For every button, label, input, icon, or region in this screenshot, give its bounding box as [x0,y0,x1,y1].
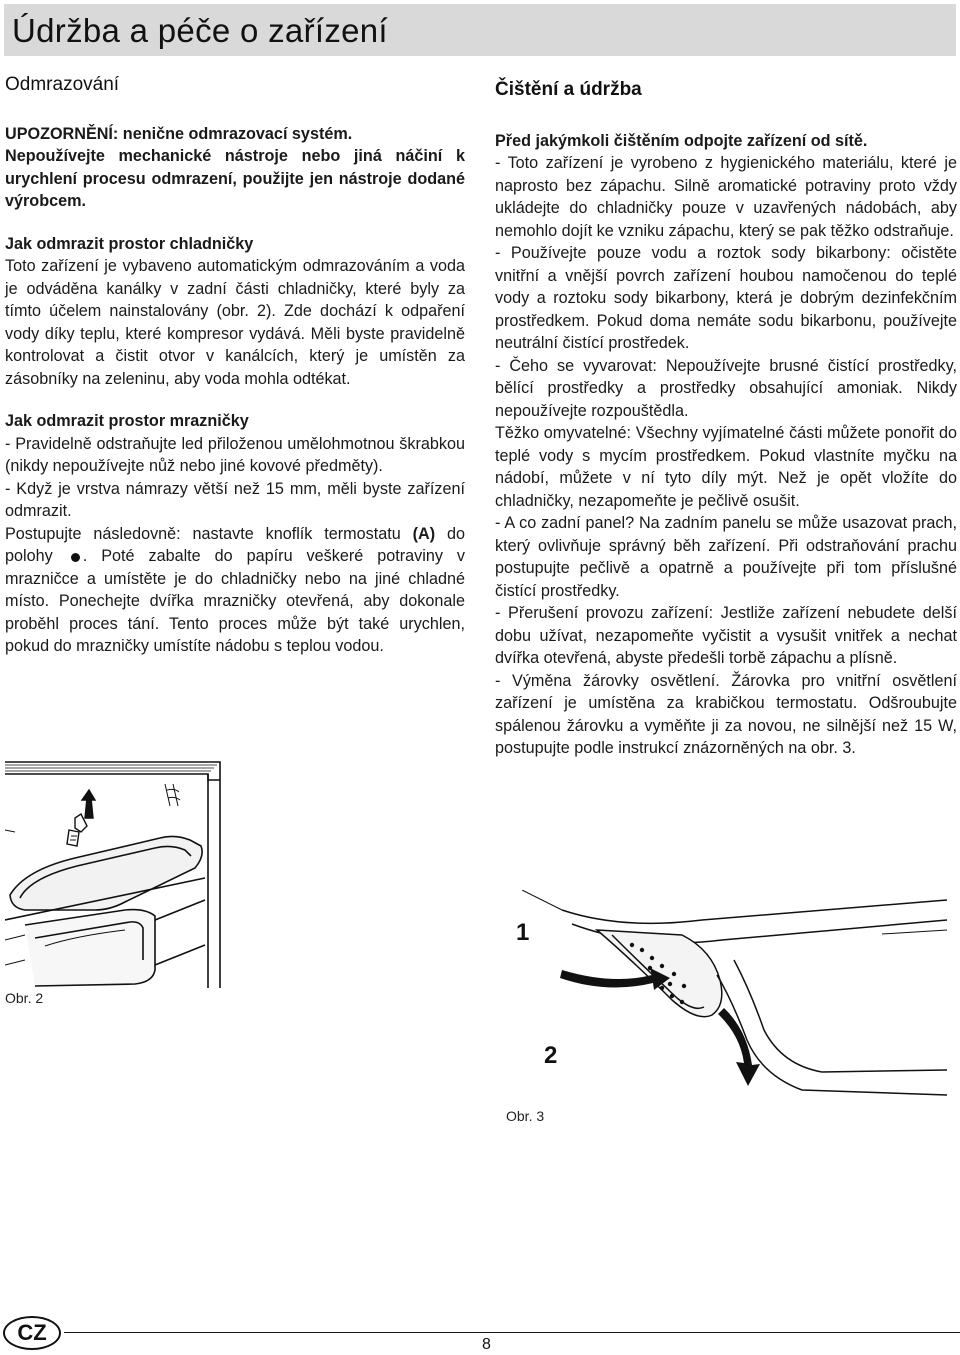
left-column [5,74,465,658]
figure-2-fridge-interior [5,760,465,988]
page-title: Údržba a péče o zařízení [12,12,388,49]
cleaning-item: Těžko omyvatelné: Všechny vyjímatelné části můžete ponořit do teplé vody s mycím prostředkem. Pokud vlastníte myčku na nádobí, můžete v ní tyto díly mýt. Než je opět vložíte do chladničky, nezapomeňte je pečlivě osušit. [495,424,957,510]
cleaning-item: - Výměna žárovky osvětlení. Žárovka pro vnitřní osvětlení zařízení je umístěna za krabičkou termostatu. Odšroubujte spálenou žárovku a vyměňte ji za novou, ne silnější než 15 W, postupujte podle instrukcí znázorněných na obr. 3. [495,671,957,757]
cleaning-item: - Toto zařízení je vyrobeno z hygienického materiálu, které je naprosto bez zápachu. Silně aromatické potraviny proto vždy ukládejte do chladničky pouze v uzavřených nádobách, aby nemohlo dojít ke vzniku zápachu, který se pak těžko odstraňuje. [495,154,957,240]
cleaning-intro: Před jakýmkoli čištěním odpojte zařízení od sítě. [495,131,868,150]
defrosting-heading: Odmrazování [5,74,120,95]
fridge-defrost-text: Toto zařízení je vybaveno automatickým odmrazováním a voda je odváděna kanálky v zadní části chladničky, které byly za tímto účelem nainstalovány (obr. 2). Zde dochází k odpaření vody díky teplu, které kompresor vydává. Měli byste pravidelně kontrolovat a čistit otvor v kanálcích, který je umístěn za zásobníky na zeleninu, aby voda mohla odtékat. [5,257,465,388]
figure-2-caption: Obr. 2 [5,990,44,1006]
title-bar [4,4,956,56]
footer-divider [64,1332,960,1333]
figure-3-caption: Obr. 3 [506,1108,545,1124]
freezer-step-3-part-c: . Poté zabalte do papíru veškeré potraviny v mrazničce a umístěte je do chladničky nebo na jiné chladné místo. Ponechejte dvířka mrazničky otevřená, aby dokonale proběhl proces tání. Tento proces může být také urychlen, pokud do mrazničky umístíte nádobu s teplou vodou. [5,547,466,655]
freezer-step-3 [5,523,465,658]
warning-text-2: Nepoužívejte mechanické nástroje nebo jiná náčiní k urychlení procesu odmrazení, použijte jen nástroje dodané výrobcem. [5,147,465,210]
country-badge: CZ [3,1316,61,1350]
warning-text: UPOZORNĚNÍ: nenične odmrazovací systém. [5,124,353,143]
freezer-step-2: - Když je vrstva námrazy větší než 15 mm, měli byste zařízení odmrazit. [5,479,465,520]
page-number: 8 [482,1336,491,1353]
freezer-step-3-part-b: do polohy [5,524,465,565]
figure-3-label-2: 2 [544,1042,558,1069]
freezer-step-3-part-a: Postupujte následovně: nastavte knoflík termostatu [5,524,413,543]
position-dot-icon [71,553,80,562]
cleaning-item: - Používejte pouze vodu a roztok sody bikarbony: očistěte vnitřní a vnější povrch zařízení houbou namočenou do teplé vody a roztoku sody bikarbony, která je dobrým dezinfekčním prostředkem. Pokud doma nemáte sodu bikarbonu, používejte neutrální čistící prostředek. [495,244,957,352]
cleaning-heading: Čištění a údržba [495,79,642,100]
fridge-defrost-heading: Jak odmrazit prostor chladničky [5,234,254,253]
spacer [5,213,465,233]
cleaning-item: - A co zadní panel? Na zadním panelu se může usazovat prach, který ovlivňuje správný běh zařízení. Při odstraňování prachu postupujte pečlivě a opatrně a používejte při tom příslušné čistící prostředky. [495,514,957,600]
freezer-defrost-heading: Jak odmrazit prostor mrazničky [5,412,249,430]
figure-3-label-1: 1 [516,919,530,946]
spacer [5,390,465,410]
page-footer [0,1310,960,1355]
thermostat-knob-label: (A) [412,524,436,543]
cleaning-item: - Čeho se vyvarovat: Nepoužívejte brusné čistící prostředky, bělící prostředky a prostředky obsahující amoniak. Nikdy nepoužívejte rozpouštědla. [495,356,957,420]
figure-3-lamp-cover [502,890,947,1100]
right-column [495,79,957,760]
freezer-step-1: - Pravidelně odstraňujte led přiloženou umělohmotnou škrabkou (nikdy nepoužívejte nůž nebo jiné kovové předměty). [5,434,465,475]
cleaning-item: - Přerušení provozu zařízení: Jestliže zařízení nebudete delší dobu užívat, nezapomeňte vyčistit a vysušit vnitřek a nechat dvířka otevřená, abyste předešli torbě zápachu a plísně. [495,604,957,667]
